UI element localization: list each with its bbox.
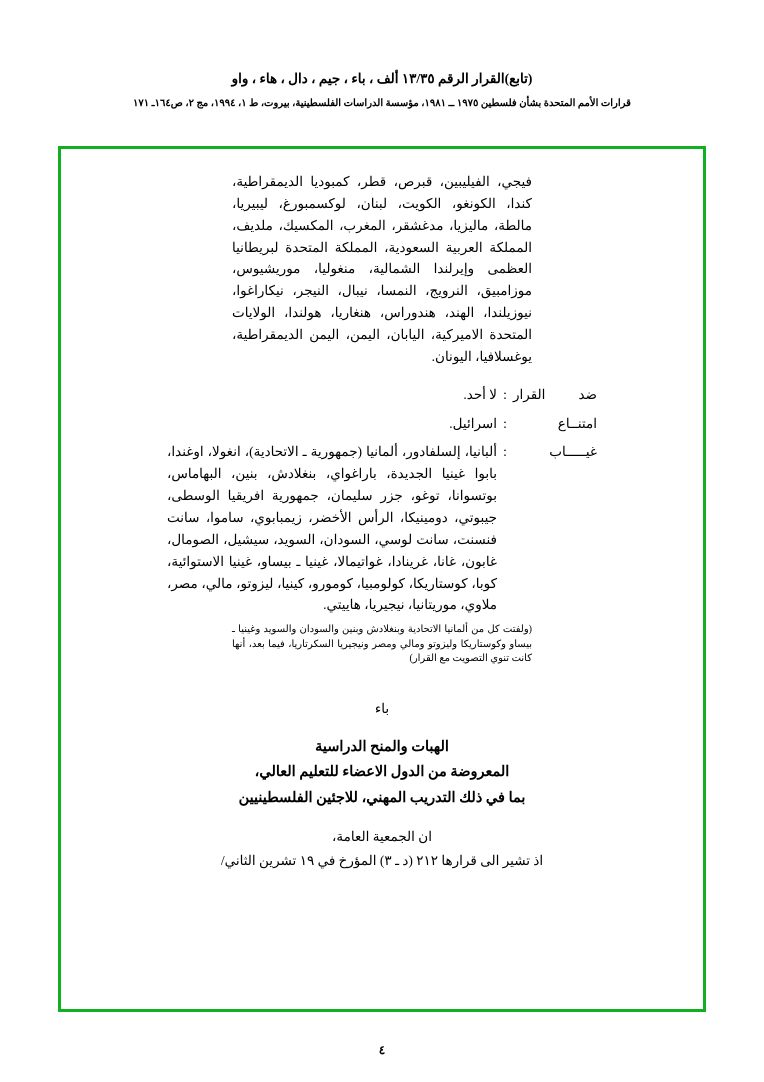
vote-row-value: لا أحد. bbox=[463, 386, 497, 402]
section-body-line: اذ تشير الى قرارها ٢١٢ (د ـ ٣) المؤرخ في ١٩ تشرين الثاني/ bbox=[220, 853, 544, 869]
vote-row bbox=[167, 384, 597, 406]
content-frame bbox=[58, 146, 706, 1012]
section-title-line: الهبات والمنح الدراسية bbox=[315, 738, 449, 755]
secretariat-note: (ولفتت كل من ألمانيا الاتحادية وبنغلادش وبنين والسودان والسويد وغينيا ـ بيساو وكوستاريكا وليزوتو ومالي ومصر ونيجيريا السكرتاريا، فيما بعد، أنها كانت تنوي التصويت مع القرار) bbox=[232, 624, 532, 665]
vote-row bbox=[167, 413, 597, 435]
vote-row-label: ضد القرار bbox=[513, 386, 597, 402]
header-source-citation: قرارات الأمم المتحدة بشأن فلسطين ١٩٧٥ ــ ١٩٨١، مؤسسة الدراسات الفلسطينية، بيروت، ط ١، ١٩٩٤، مج ٢، ص١٦٤ـ ١٧١ bbox=[133, 97, 631, 109]
vote-row-value: ألبانيا، إلسلفادور، ألمانيا (جمهورية ـ الاتحادية)، انغولا، اوغندا، بابوا غينيا الجديدة، باراغواي، بنغلادش، بنين، البهاماس، بوتسوانا، توغو، جزر سليمان، جمهورية افريقيا الوسطى، جيبوتي، دومينيكا، الرأس الأخضر، زيمبابوي، ساموا، سانت فنسنت، سانت لوسي، السودان، السويد، سيشيل، الصومال، غابون، غانا، غرينادا، غواتيمالا، غينيا ـ بيساو، غينيا الاستوائية، كوبا، كوستاريكا، كولومبيا، كومورو، كينيا، ليزوتو، مالي، مصر، ملاوي، موريتانيا، نيجيريا، هاييتي. bbox=[167, 444, 497, 613]
header-title: (تابع)القرار الرقم ١٣/٣٥ ألف ، باء ، جيم ، دال ، هاء ، واو bbox=[231, 71, 533, 86]
states-paragraph: فيجي، الفيليبين، قبرص، قطر، كمبوديا الديمقراطية، كندا، الكونغو، الكويت، لبنان، لوكسمبورغ، ليبيريا، مالطة، ماليزيا، مدغشقر، المغرب، المكسيك، ملديف، المملكة العربية السعودية، المملكة المتحدة لبريطانيا العظمى وإيرلندا الشمالية، منغوليا، موريشيوس، موزامبيق، النرويج، النمسا، نيبال، النيجر، نيكاراغوا، نيوزيلندا، الهند، هندوراس، هنغاريا، هولندا، الولايات المتحدة الاميركية، اليابان، اليمن، اليمن الديمقراطية، يوغسلافيا، اليونان. bbox=[232, 174, 532, 364]
section-title-line: المعروضة من الدول الاعضاء للتعليم العالي، bbox=[254, 764, 510, 781]
vote-row-colon: : bbox=[503, 415, 507, 431]
section-letter: باء bbox=[374, 700, 390, 716]
page-header bbox=[0, 0, 764, 111]
section-body-line: ان الجمعية العامة، bbox=[332, 828, 432, 844]
section-title-line: بما في ذلك التدريب المهني، للاجئين الفلسطينيين bbox=[238, 789, 526, 806]
vote-row-value: اسرائيل. bbox=[449, 415, 497, 431]
vote-row-label: غيـــــاب bbox=[549, 444, 597, 460]
section-title bbox=[97, 735, 667, 811]
vote-row-label: امتنــاع bbox=[557, 415, 597, 431]
vote-row-colon: : bbox=[503, 444, 507, 460]
vote-row-colon: : bbox=[503, 386, 507, 402]
page-number: ٤ bbox=[378, 1043, 386, 1057]
section-body bbox=[97, 825, 667, 874]
vote-breakdown-list bbox=[167, 384, 597, 617]
content-body bbox=[61, 171, 703, 874]
vote-row bbox=[167, 441, 597, 616]
